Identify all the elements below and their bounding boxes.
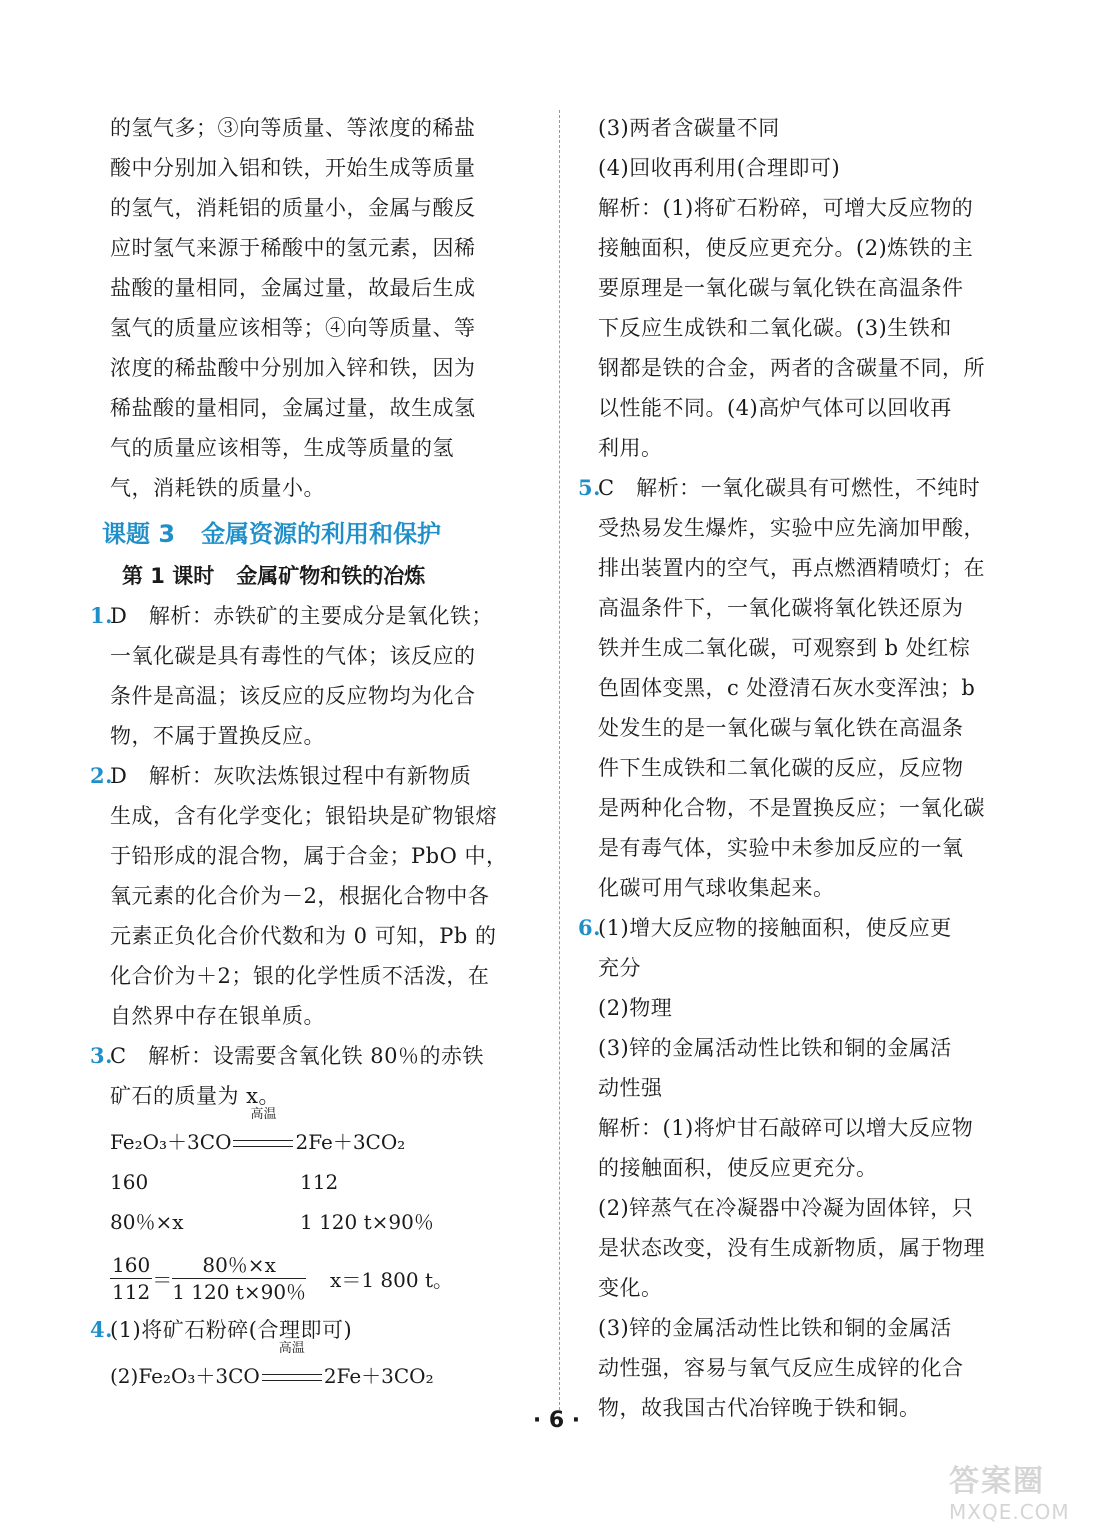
reaction-condition: [262, 1341, 322, 1396]
text-line: 气的质量应该相等，生成等质量的氢: [110, 436, 454, 460]
question-3: [90, 1036, 540, 1310]
watermark-logo: [949, 1456, 1099, 1526]
question-number: 5.: [578, 475, 601, 500]
text-line: 的接触面积，使反应更充分。: [598, 1156, 878, 1180]
text-line: D 解析：赤铁矿的主要成分是氧化铁；: [110, 604, 493, 628]
text-line: 处发生的是一氧化碳与氧化铁在高温条: [598, 716, 964, 740]
text-line: (3)锌的金属活动性比铁和铜的金属活: [598, 1316, 952, 1340]
denominator: 112: [112, 1279, 151, 1304]
question-number: 4.: [90, 1317, 113, 1342]
text-line: 是两种化合物，不是置换反应；一氧化碳: [598, 796, 985, 820]
condition-label: 高温: [278, 1341, 305, 1356]
text-line: (1)将矿石粉碎(合理即可): [110, 1318, 353, 1342]
question-number: 6.: [578, 915, 601, 940]
question-number: 1.: [90, 603, 113, 628]
text-line: 是有毒气体，实验中未参加反应的一氧: [598, 836, 964, 860]
text-line: 利用。: [598, 436, 663, 460]
section-heading: 金属资源的利用和保护: [201, 520, 442, 548]
text-line: C 解析：一氧化碳具有可燃性，不纯时: [598, 476, 981, 500]
equation-reactants: Fe₂O₃＋3CO: [110, 1130, 232, 1154]
text-line: 盐酸的量相同，金属过量，故最后生成: [110, 276, 476, 300]
question-2: [90, 756, 540, 1036]
text-line: (2)锌蒸气在冷凝器中冷凝为固体锌，只: [598, 1196, 974, 1220]
equation-reactants: (2)Fe₂O₃＋3CO: [110, 1364, 260, 1388]
text-line: C 解析：设需要含氧化铁 80％的赤铁: [110, 1044, 484, 1068]
column-divider: [559, 110, 560, 1410]
text-line: 变化。: [598, 1276, 663, 1300]
text-line: 稀盐酸的量相同，金属过量，故生成氢: [110, 396, 476, 420]
text-line: 酸中分别加入铝和铁，开始生成等质量: [110, 156, 476, 180]
reaction-condition: [233, 1107, 293, 1162]
text-line: 氧元素的化合价为－2，根据化合物中各: [110, 884, 490, 908]
text-line: 氢气的质量应该相等；④向等质量、等: [110, 316, 476, 340]
text-line: 的氢气，消耗铝的质量小，金属与酸反: [110, 196, 476, 220]
molar-mass-right: 112: [300, 1170, 339, 1194]
quantity-row: [110, 1202, 540, 1242]
question-4-continued: [598, 108, 1030, 468]
text-line: 排出装置内的空气，再点燃酒精喷灯；在: [598, 556, 985, 580]
text-line: 接触面积，使反应更充分。(2)炼铁的主: [598, 236, 974, 260]
text-line: 生成，含有化学变化；银铅块是矿物银熔: [110, 804, 497, 828]
text-line: D 解析：灰吹法炼银过程中有新物质: [110, 764, 472, 788]
text-line: (3)锌的金属活动性比铁和铜的金属活: [598, 1036, 952, 1060]
result: x＝1 800 t。: [330, 1267, 453, 1292]
text-line: 条件是高温；该反应的反应物均为化合: [110, 684, 476, 708]
lesson-heading: 金属矿物和铁的冶炼: [236, 564, 426, 588]
right-column: [578, 108, 1030, 1428]
watermark-url: MXQE.COM: [949, 1500, 1070, 1524]
text-line: 于铅形成的混合物，属于合金；PbO 中，: [110, 844, 508, 868]
fraction: [172, 1252, 306, 1305]
text-line: 气，消耗铁的质量小。: [110, 476, 325, 500]
chemical-equation: [110, 1341, 540, 1396]
fraction: [110, 1252, 152, 1305]
text-line: 一氧化碳是具有毒性的气体；该反应的: [110, 644, 476, 668]
text-line: 化碳可用气球收集起来。: [598, 876, 835, 900]
denominator: 1 120 t×90％: [172, 1279, 307, 1304]
text-line: 下反应生成铁和二氧化碳。(3)生铁和: [598, 316, 952, 340]
text-line: 的氢气多；③向等质量、等浓度的稀盐: [110, 116, 476, 140]
lesson-title: [122, 556, 540, 596]
text-line: 应时氢气来源于稀酸中的氢元素，因稀: [110, 236, 476, 260]
text-line: 物，故我国古代冶锌晚于铁和铜。: [598, 1396, 921, 1420]
text-line: 受热易发生爆炸，实验中应先滴加甲酸，: [598, 516, 985, 540]
text-line: 以性能不同。(4)高炉气体可以回收再: [598, 396, 952, 420]
page-number: · 6 ·: [532, 1408, 581, 1433]
numerator: 80％×x: [172, 1252, 306, 1279]
condition-label: 高温: [250, 1107, 277, 1122]
quantity-right: 1 120 t×90％: [300, 1210, 434, 1234]
mass-row: [110, 1162, 540, 1202]
text-line: (4)回收再利用(合理即可): [598, 156, 841, 180]
text-line: (2)物理: [598, 996, 673, 1020]
text-line: 充分: [598, 956, 641, 980]
lesson-number: 第 1 课时: [122, 564, 215, 588]
chemical-equation: [110, 1107, 540, 1162]
molar-mass-left: 160: [110, 1170, 149, 1194]
watermark-text: 答案圈: [949, 1464, 1045, 1499]
text-line: 自然界中存在银单质。: [110, 1004, 325, 1028]
quantity-left: 80％×x: [110, 1210, 184, 1234]
question-number: 3.: [90, 1043, 113, 1068]
question-5: [578, 468, 1030, 908]
text-line: 解析：(1)将矿石粉碎，可增大反应物的: [598, 196, 974, 220]
question-1: [90, 596, 540, 756]
section-number: 课题 3: [102, 520, 176, 548]
text-line: 是状态改变，没有生成新物质，属于物理: [598, 1236, 985, 1260]
text-line: 高温条件下，一氧化碳将氧化铁还原为: [598, 596, 964, 620]
text-line: 解析：(1)将炉甘石敲碎可以增大反应物: [598, 1116, 974, 1140]
text-line: 矿石的质量为 x。: [110, 1084, 281, 1108]
text-line: 钢都是铁的合金，两者的含碳量不同，所: [598, 356, 985, 380]
text-line: (3)两者含碳量不同: [598, 116, 780, 140]
text-line: 要原理是一氧化碳与氧化铁在高温条件: [598, 276, 964, 300]
proportion-equation: [110, 1246, 540, 1310]
text-line: 件下生成铁和二氧化碳的反应，反应物: [598, 756, 964, 780]
text-line: 动性强: [598, 1076, 663, 1100]
text-line: 铁并生成二氧化碳，可观察到 b 处红棕: [598, 636, 971, 660]
equals-sign: ＝: [152, 1267, 173, 1292]
text-line: 动性强，容易与氧气反应生成锌的化合: [598, 1356, 964, 1380]
equation-products: 2Fe＋3CO₂: [323, 1364, 434, 1388]
text-line: (1)增大反应物的接触面积，使反应更: [598, 916, 952, 940]
intro-paragraph: [110, 108, 540, 508]
question-4: [90, 1310, 540, 1396]
text-line: 物，不属于置换反应。: [110, 724, 325, 748]
text-line: 化合价为＋2；银的化学性质不活泼，在: [110, 964, 490, 988]
numerator: 160: [112, 1252, 151, 1277]
section-title: [102, 512, 540, 556]
question-number: 2.: [90, 763, 113, 788]
question-6: [578, 908, 1030, 1428]
left-column: [90, 108, 540, 1396]
text-line: 色固体变黑，c 处澄清石灰水变浑浊；b: [598, 676, 976, 700]
equation-products: 2Fe＋3CO₂: [295, 1130, 406, 1154]
text-line: 浓度的稀盐酸中分别加入锌和铁，因为: [110, 356, 476, 380]
text-line: 元素正负化合价代数和为 0 可知，Pb 的: [110, 924, 497, 948]
